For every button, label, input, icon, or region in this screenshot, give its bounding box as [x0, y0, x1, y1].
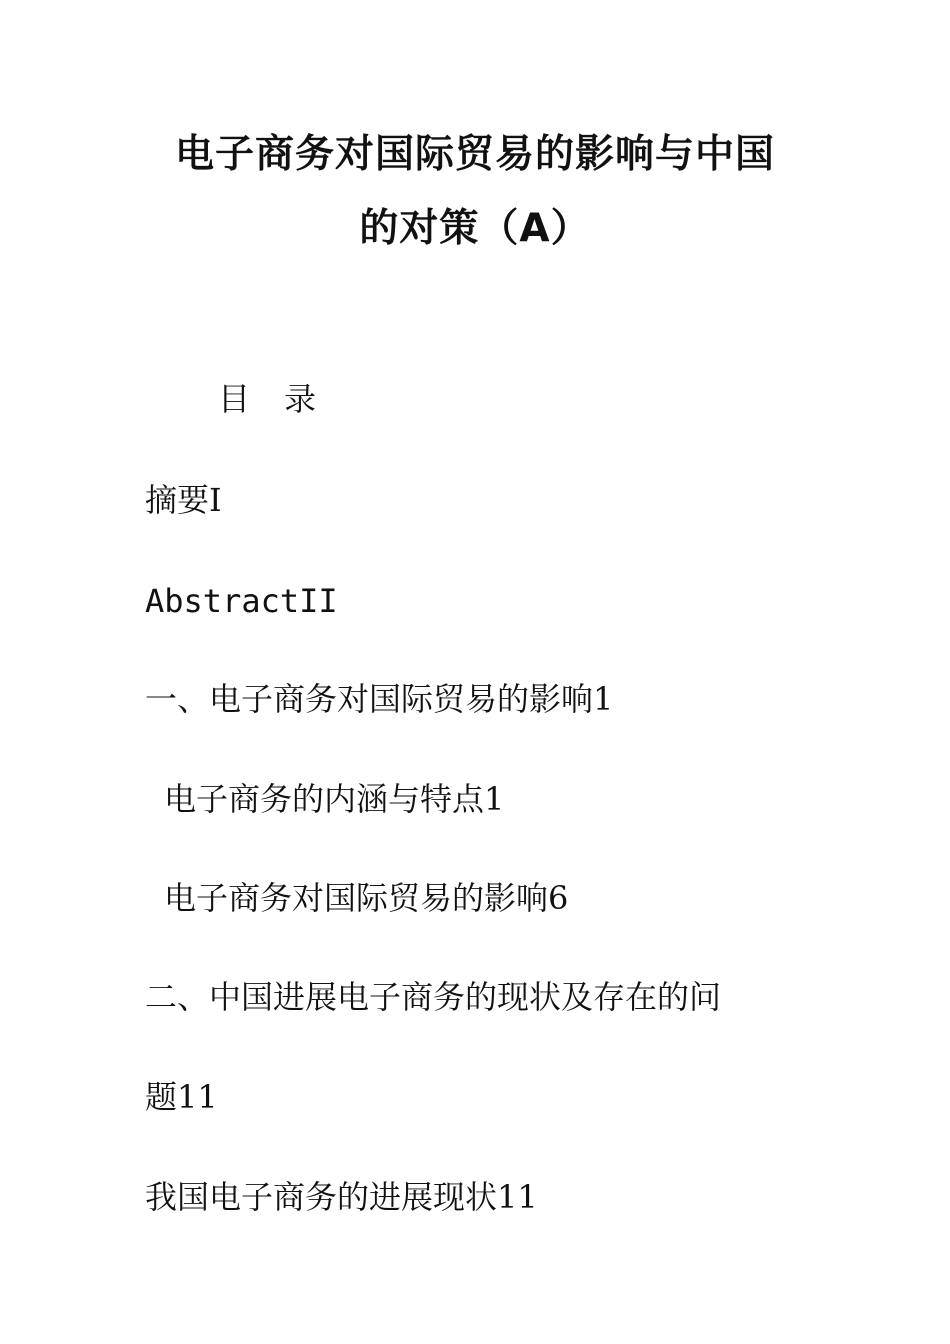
toc-heading-right: 录	[284, 380, 317, 418]
toc-entry-section-2-1: 我国电子商务的进展现状11	[145, 1178, 538, 1216]
toc-entry-abstract-cn: 摘要Ⅰ	[145, 481, 222, 519]
toc-heading	[218, 377, 316, 421]
toc-entry-chapter-2-continued: 题11	[145, 1078, 218, 1116]
document-title-line-2: 的对策（A）	[359, 206, 591, 251]
toc-entry-section-1-2: 电子商务对国际贸易的影响6	[164, 879, 569, 917]
toc-heading-left: 目	[218, 380, 251, 418]
toc-entry-abstract-en: AbstractII	[145, 582, 338, 620]
toc-entry-section-1-1: 电子商务的内涵与特点1	[164, 780, 505, 818]
toc-entry-chapter-1: 一、电子商务对国际贸易的影响1	[145, 680, 614, 718]
document-title-line-1: 电子商务对国际贸易的影响与中国	[174, 132, 775, 177]
toc-entry-chapter-2: 二、中国进展电子商务的现状及存在的问	[145, 978, 722, 1016]
